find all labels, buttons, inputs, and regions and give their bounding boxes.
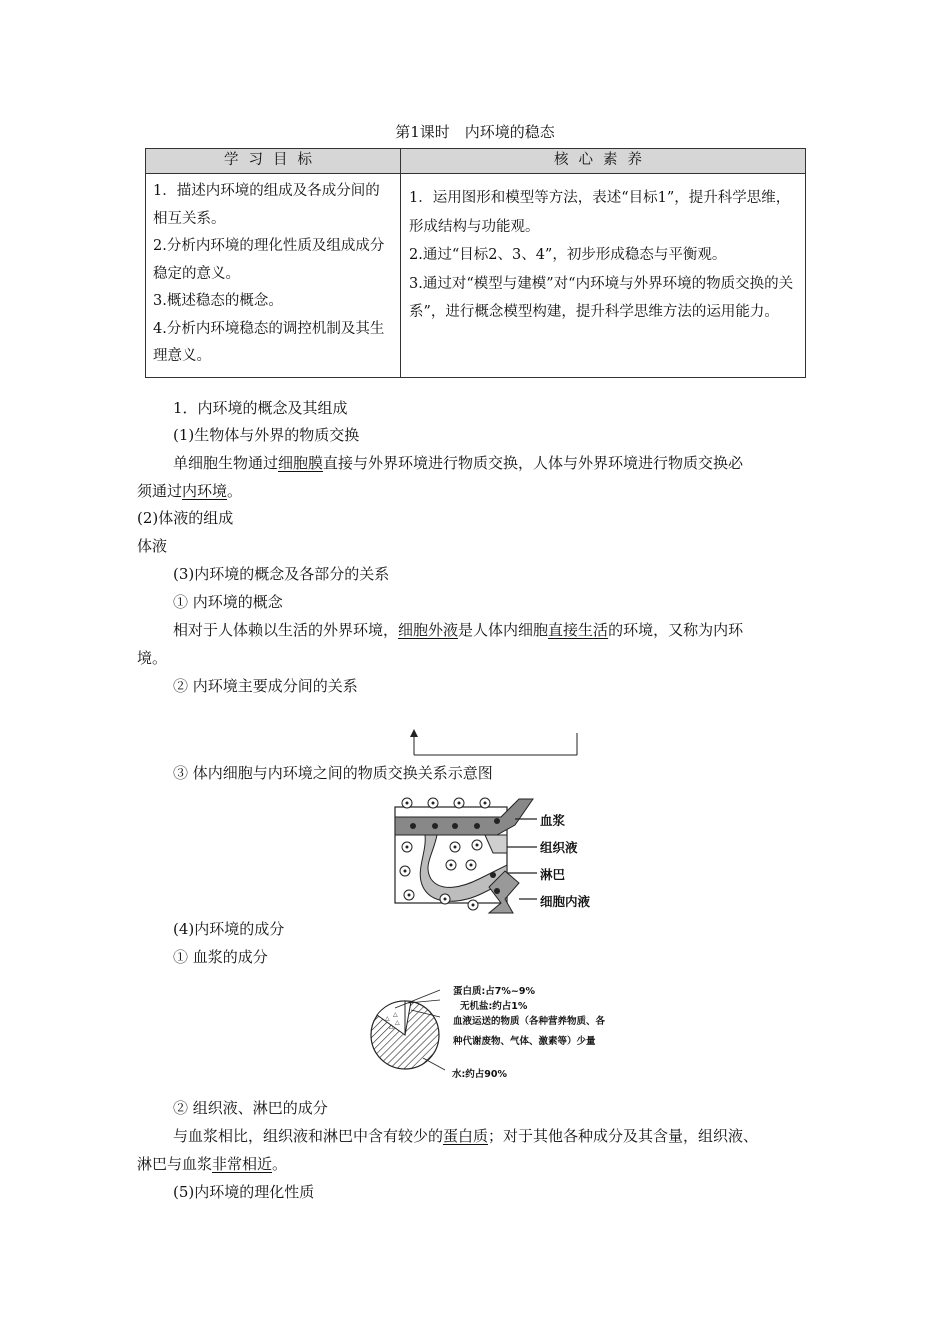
item-heading: ③ 体内细胞与内环境之间的物质交换关系示意图 [173, 764, 493, 782]
goals-table [145, 148, 806, 378]
key-term: 内环境 [182, 482, 228, 500]
key-term: 蛋白质 [443, 1127, 489, 1145]
svg-text:△: △ [385, 1015, 390, 1022]
subsection-heading: (5)内环境的理化性质 [173, 1183, 315, 1201]
subsection-heading: (1)生物体与外界的物质交换 [173, 426, 360, 444]
pie-label-transported-substances-2: 种代谢废物、气体、激素等）少量 [453, 1036, 596, 1047]
paragraph-line: 单细胞生物通过细胞膜直接与外界环境进行物质交换，人体与外界环境进行物质交换必 [173, 454, 744, 472]
paragraph-line: 淋巴与血浆非常相近。 [137, 1155, 288, 1173]
literacy-item: 1．运用图形和模型等方法，表述“目标1”，提升科学思维，形成结构与功能观。 [409, 190, 791, 235]
svg-text:△: △ [395, 1019, 400, 1026]
body-fluid-label: 体液 [137, 537, 168, 555]
key-term: 直接生活 [548, 621, 609, 639]
literacy-item: 3.通过对“模型与建模”对“内环境与外界环境的物质交换的关系”，进行概念模型构建，提升科学思维方法的运用能力。 [409, 275, 794, 320]
goals-header-left: 学习目标 [146, 149, 401, 174]
core-literacy-cell [401, 174, 806, 378]
key-term: 非常相近 [212, 1155, 273, 1173]
goal-item: 1．描述内环境的组成及各成分间的相互关系。 [153, 183, 380, 227]
goal-item: 3.概述稳态的概念。 [153, 293, 283, 309]
paragraph-line: 须通过内环境。 [137, 482, 243, 500]
goals-header-right: 核心素养 [401, 149, 806, 174]
diagram-label-tissue-fluid: 组织液 [540, 840, 578, 855]
subsection-heading: (3)内环境的概念及各部分的关系 [173, 565, 390, 583]
svg-text:△: △ [393, 1011, 398, 1018]
item-heading: ② 内环境主要成分间的关系 [173, 677, 358, 695]
relationship-arrow [405, 728, 585, 758]
paragraph-line: 与血浆相比，组织液和淋巴中含有较少的蛋白质；对于其他各种成分及其含量，组织液、 [173, 1127, 759, 1145]
diagram-label-lymph: 淋巴 [540, 867, 566, 882]
item-heading: ① 血浆的成分 [173, 948, 268, 966]
diagram-label-plasma: 血浆 [540, 813, 566, 828]
subsection-heading: (2)体液的组成 [137, 509, 234, 527]
section-heading: 1．内环境的概念及其组成 [173, 399, 348, 417]
item-heading: ① 内环境的概念 [173, 593, 283, 611]
paragraph-line: 境。 [137, 649, 168, 667]
key-term: 细胞膜 [278, 454, 324, 472]
svg-text:△: △ [389, 1023, 394, 1030]
pie-label-transported-substances: 血液运送的物质（各种营养物质、各 [453, 1016, 606, 1027]
key-term: 细胞外液 [398, 621, 459, 639]
learning-goals-cell [146, 174, 401, 378]
goal-item: 4.分析内环境稳态的调控机制及其生理意义。 [153, 320, 385, 364]
pie-label-inorganic-salt: 无机盐:约占1% [460, 1001, 528, 1012]
goal-item: 2.分析内环境的理化性质及组成成分稳定的意义。 [153, 238, 385, 282]
pie-label-protein: 蛋白质:占7%~9% [453, 986, 536, 997]
literacy-item: 2.通过“目标2、3、4”，初步形成稳态与平衡观。 [409, 247, 727, 263]
diagram-label-intracellular-fluid: 细胞内液 [540, 894, 591, 909]
item-heading: ② 组织液、淋巴的成分 [173, 1099, 328, 1117]
page-title: 第1课时 内环境的稳态 [395, 123, 555, 141]
pie-label-water: 水:约占90% [452, 1069, 508, 1080]
arrow-up-icon [410, 729, 418, 737]
paragraph-line: 相对于人体赖以生活的外界环境，细胞外液是人体内细胞直接生活的环境，又称为内环 [173, 621, 744, 639]
subsection-heading: (4)内环境的成分 [173, 920, 285, 938]
